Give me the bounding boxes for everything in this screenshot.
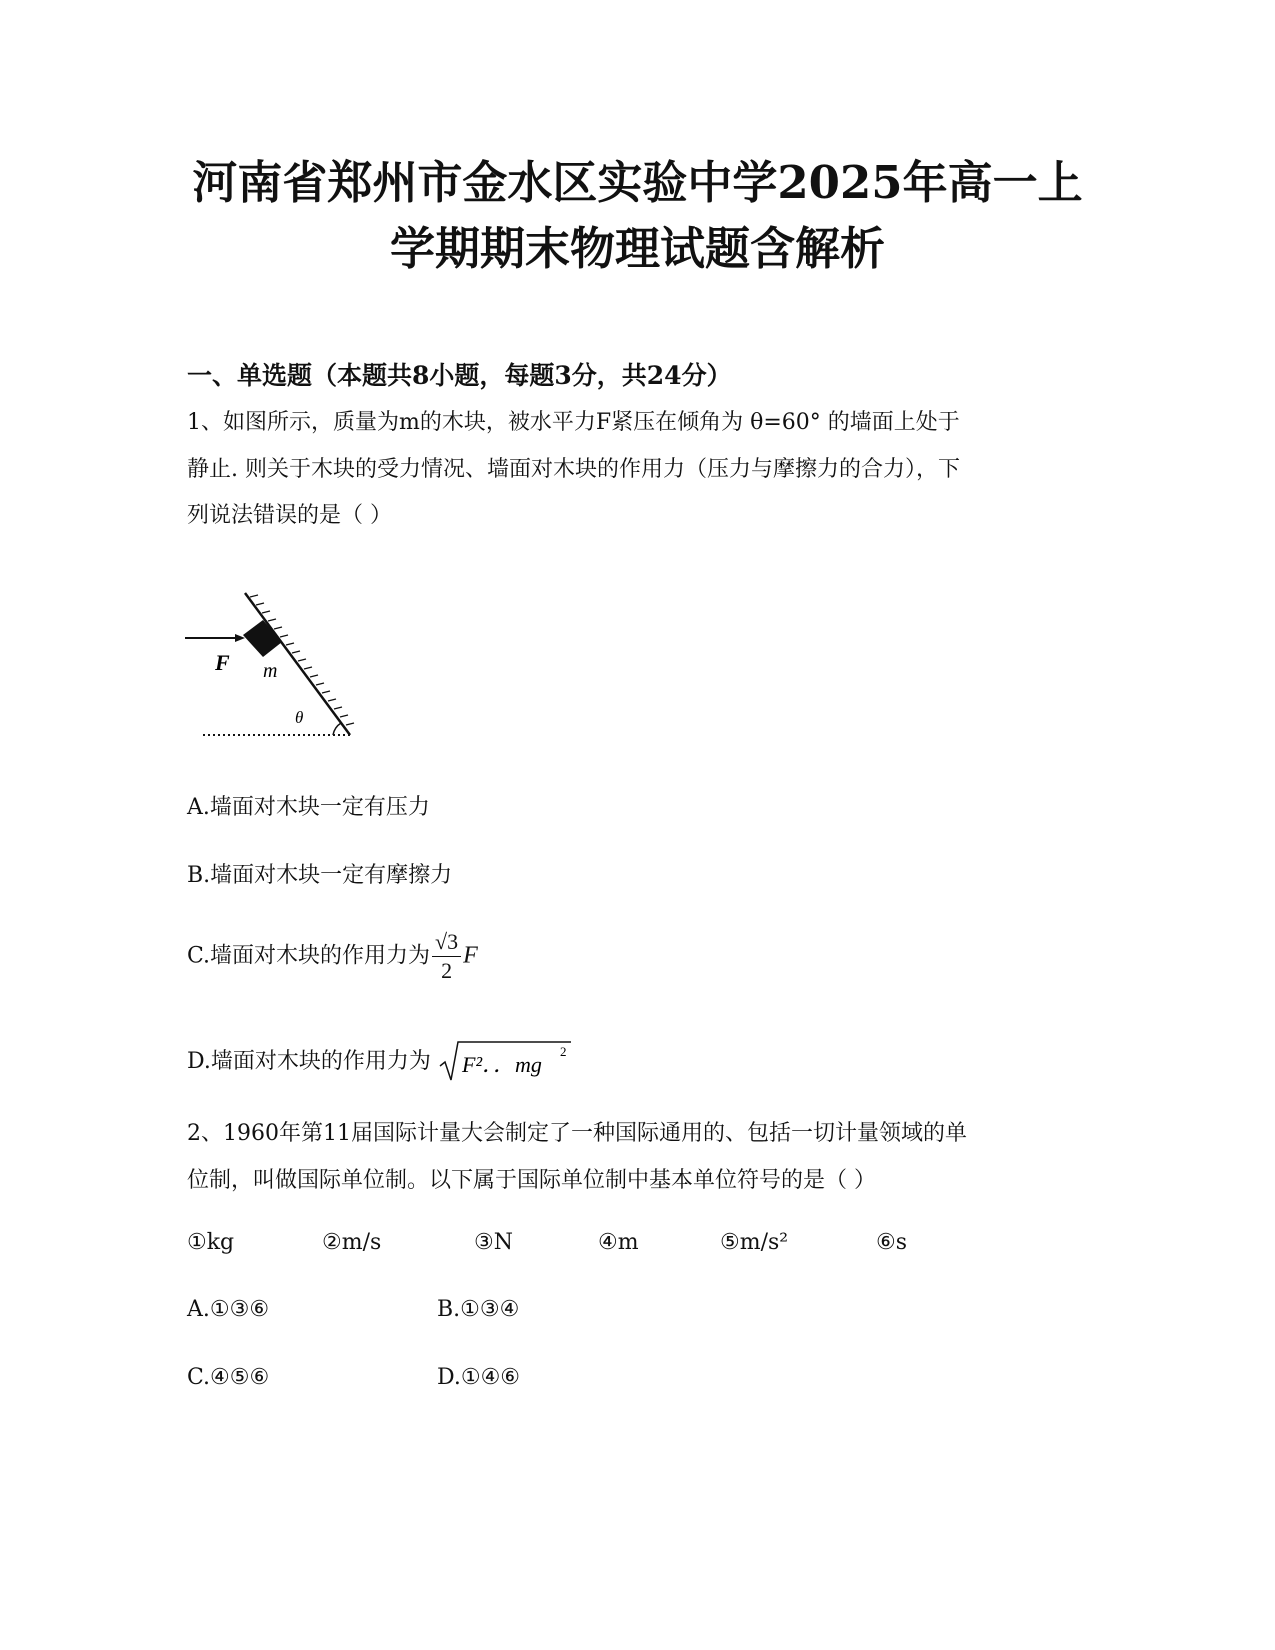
label-m: m: [263, 660, 278, 682]
q2-unit-4: ④m: [598, 1230, 639, 1255]
q2-unit-5: ⑤m/s²: [720, 1230, 789, 1255]
q1-option-d-text: D.墙面对木块的作用力为: [187, 1049, 431, 1074]
q1-option-c: [187, 928, 478, 985]
q2-unit-3: ③N: [474, 1230, 513, 1255]
q2-unit-6: ⑥s: [876, 1230, 908, 1255]
label-F: F: [215, 650, 230, 675]
q1-stem-line-2: 静止. 则关于木块的受力情况、墙面对木块的作用力（压力与摩擦力的合力），下: [187, 457, 960, 482]
sqrt-expression: [438, 1040, 573, 1084]
q2-unit-2: ②m/s: [322, 1230, 382, 1255]
sqrt-exponent: 2: [559, 1044, 567, 1059]
document-title-line-2: 学期期末物理试题含解析: [389, 222, 885, 275]
q2-option-b: B.①③④: [437, 1297, 520, 1322]
sqrt-radical-sign: [438, 1040, 573, 1084]
q1-stem-line-3: 列说法错误的是（ ）: [187, 503, 392, 528]
q1-option-c-text: C.墙面对木块的作用力为: [187, 943, 431, 969]
wooden-block: [243, 620, 282, 657]
fraction-sqrt3-over-2: [432, 928, 461, 985]
document-title-line-1: 河南省郑州市金水区实验中学2025年高一上: [192, 156, 1083, 209]
q1-option-d: [187, 1040, 573, 1084]
angle-arc: [333, 723, 341, 735]
q1-stem-line-1: 1、如图所示，质量为m的木块，被水平力F紧压在倾角为 θ=60° 的墙面上处于: [187, 410, 960, 435]
q1-option-a: A.墙面对木块一定有压力: [187, 795, 430, 820]
q1-option-b: B.墙面对木块一定有摩擦力: [187, 863, 453, 888]
q1-option-c-variable: F: [463, 942, 478, 969]
label-theta: θ: [295, 708, 304, 727]
fraction-denominator: 2: [441, 958, 453, 983]
q2-option-a: A.①③⑥: [187, 1297, 270, 1322]
q2-stem-line-2: 位制，叫做国际单位制。以下属于国际单位制中基本单位符号的是（ ）: [187, 1168, 876, 1193]
sqrt-content: F²．．mg: [461, 1052, 542, 1077]
q2-option-c: C.④⑤⑥: [187, 1365, 270, 1390]
section-heading: 一、单选题（本题共8小题，每题3分，共24分）: [187, 361, 732, 390]
q2-option-d: D.①④⑥: [437, 1365, 521, 1390]
fraction-numerator: √3: [432, 928, 461, 957]
q2-unit-1: ①kg: [187, 1230, 235, 1255]
q2-stem-line-1: 2、1960年第11届国际计量大会制定了一种国际通用的、包括一切计量领域的单: [187, 1121, 967, 1146]
q1-figure-incline: [185, 585, 375, 745]
